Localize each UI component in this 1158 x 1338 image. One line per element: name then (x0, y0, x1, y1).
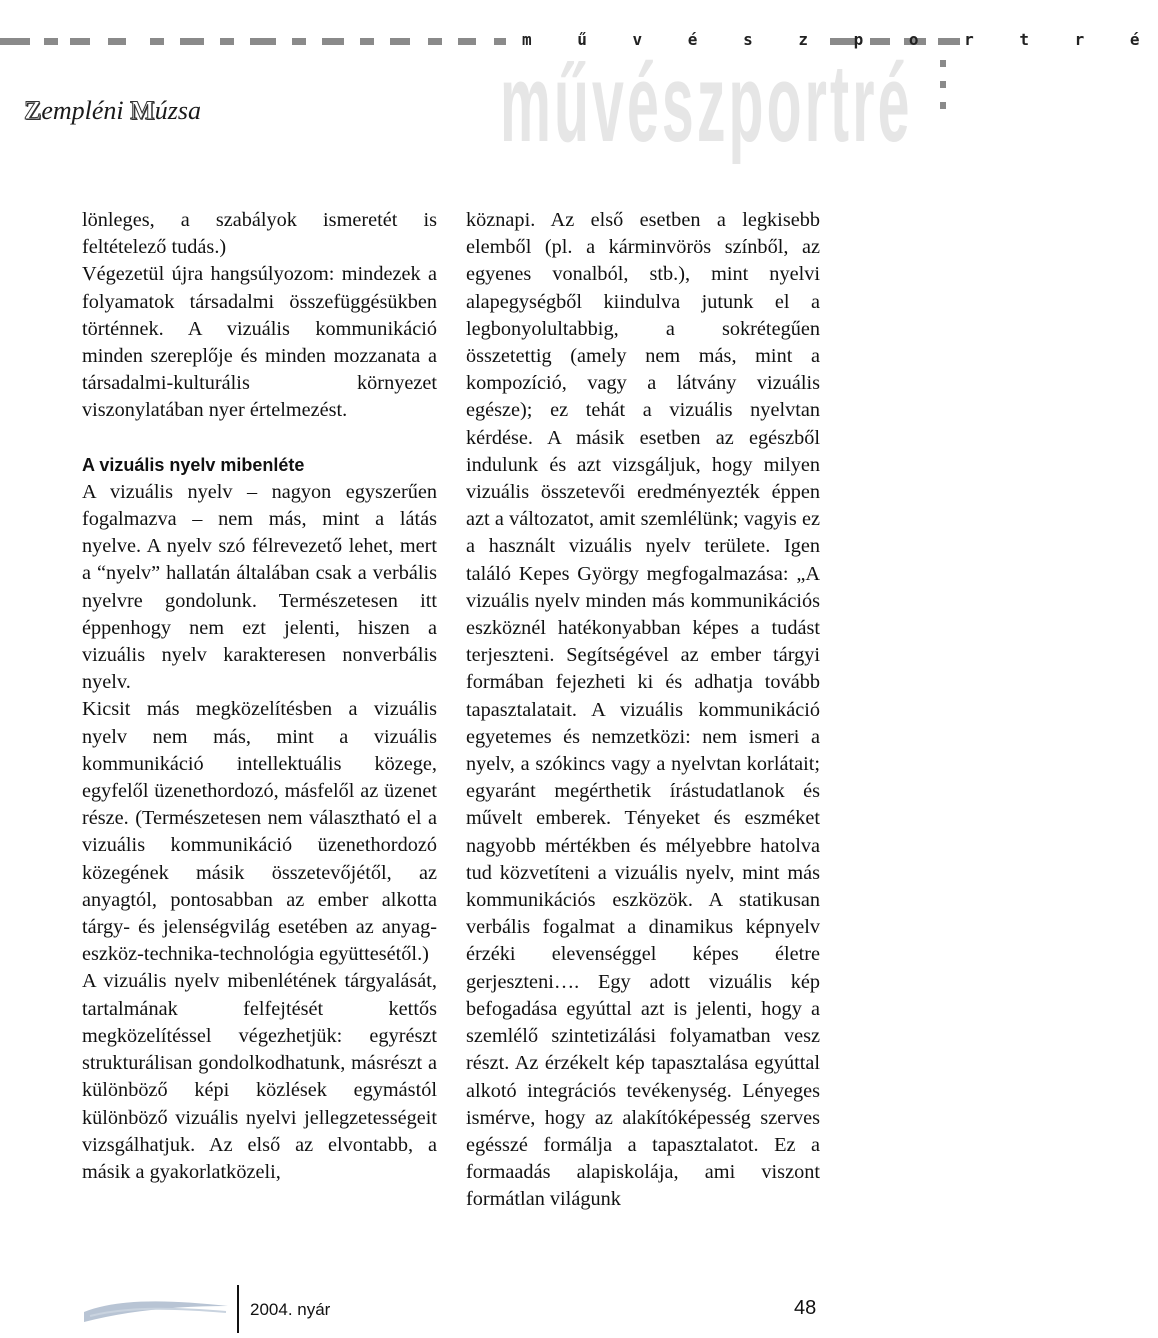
page-number: 48 (794, 1297, 817, 1319)
left-paragraph-5: A vizuális nyelv mibenlétének tárgyalását, tartalmának felfejtését kettős megközelítéssel végezhetjük: egyrészt strukturálisan gondolkodhatunk, másrészt a különböző képi közlések egymástól különböző vizuális nyelvi jellegzetességeit vizsgálhatjuk. Az első az elvontabb, a másik a gyakorlatközeli, (82, 970, 437, 1183)
left-column (82, 207, 437, 1186)
right-paragraph-1: köznapi. Az első esetben a legkisebb elemből (pl. a kárminvörös színből, az egyenes vonalból, stb.), mint nyelvi alapegységből kiindulva jutunk el a legbonyolultabbig, a sokrétegűen összetettig (amely nem más, mint a kompozíció, vagy a látvány vizuális egésze); ez tehát a vizuális nyelvtan kérdése. A másik esetben az egészből indulunk és azt vizsgáljuk, hogy milyen vizuális összetevői eredményezték éppen azt a változatot, amit szemlélünk; vagyis ez a használt vizuális nyelv területe. Igen találó Kepes György megfogalmazása: „A vizuális nyelv minden más kommunikációs eszköznél hatékonyabban képes a tudást terjeszteni. Segítségével az ember tárgyi formában fejezheti ki és adhatja tovább tapasztalatait. A vizuális kommunikáció egyetemes és nemzetközi: nem ismeri a nyelv, a szókincs vagy a nyelvtan korlátait; egyaránt megérthetik írástudatlanok és művelt emberek. Tényeket és eszméket nagyobb mértékben és mélyebbre hatolva tud közvetíteni a vizuális nyelv, mint más kommunikációs eszközök. A statikusan verbális fogalmat a dinamikus képnyelv érzéki elevenséggel képes életre gerjeszteni…. Egy adott vizuális kép befogadása egyúttal azt is jelenti, hogy a szemlélő szintetizálási folyamatban vesz részt. Az érzékelt kép tapasztalása egyúttal alkotó integrációs tevékenység. Lényeges ismérve, hogy az alakítóképesség szerves egésszé formálja a tapasztalatot. Ez a formaadás alapiskolája, ami viszont formátlan világunk (466, 209, 820, 1211)
magazine-brand (24, 96, 201, 126)
brand-initial-m: M (130, 96, 155, 125)
section-title: m ű v é s z p o r t r é (522, 30, 1158, 49)
left-paragraph-2: Végezetül újra hangsúlyozom: mindezek a folyamatok társadalmi összefüggésükben történnek. A vizuális kommunikáció minden szereplője és minden mozzanata a társadalmi-kulturális környezet viszonylatában nyer értelmezést. (82, 263, 437, 422)
left-paragraph-3: A vizuális nyelv – nagyon egyszerűen fogalmazva – nem más, mint a látás nyelve. A nyelv szó félrevezető lehet, mert a “nyelv” hallatán általában csak a verbális nyelvre gondolunk. Természetesen itt éppenhogy nem ezt jelenti, hiszen a vizuális nyelv karakteresen nonverbális nyelv. (82, 480, 437, 694)
left-paragraph-1: lönleges, a szabályok ismeretét is feltételező tudás.) (82, 209, 437, 259)
brand-initial-z: Z (24, 96, 42, 125)
brand-word-rest-2: úzsa (154, 96, 201, 125)
section-heading: A vizuális nyelv mibenléte (82, 454, 305, 475)
header-dot-column (940, 60, 948, 130)
right-column (466, 207, 820, 1214)
brand-word-rest-1: empléni (41, 96, 124, 125)
section-watermark: művészportré (500, 42, 913, 165)
issue-date: 2004. nyár (250, 1300, 331, 1319)
footer-divider (237, 1285, 239, 1333)
footer-swoosh-graphic (80, 1282, 230, 1332)
left-paragraph-4: Kicsit más megközelítésben a vizuális nyelv nem más, mint a vizuális kommunikáció intellektuális közege, egyfelől üzenethordozó, másfelől az üzenet része. (Természetesen nem választható el a vizuális kommunikáció üzenethordozó közegének másik összetevőjétől, az anyagtól, pontosabban az ember alkotta tárgy- és jelenségvilág esetében az anyag-eszköz-technika-technológia együttesétől.) (82, 698, 437, 966)
